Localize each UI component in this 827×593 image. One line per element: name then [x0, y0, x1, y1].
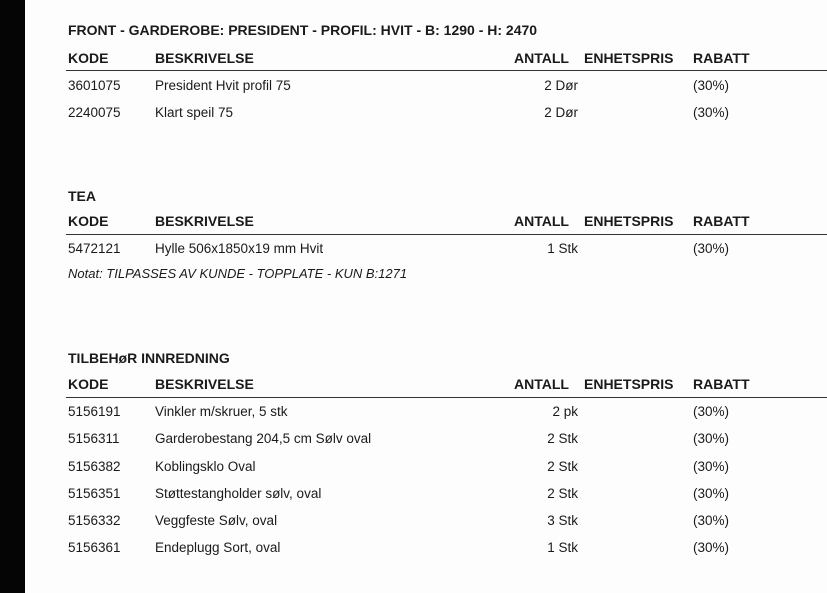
table-row [68, 513, 827, 533]
row-rabatt: (30%) [693, 486, 730, 501]
row-kode: 5156351 [68, 486, 121, 501]
col-antall: ANTALL [514, 376, 569, 392]
table-row [68, 540, 827, 560]
row-antall: 2 Dør [544, 105, 578, 120]
row-antall: 2 Dør [544, 78, 578, 93]
row-kode: 5156191 [68, 404, 121, 419]
header-rule [66, 397, 827, 398]
col-beskrivelse: BESKRIVELSE [155, 50, 254, 66]
row-antall: 2 Stk [547, 486, 578, 501]
row-kode: 5156332 [68, 513, 121, 528]
row-rabatt: (30%) [693, 78, 730, 93]
row-beskrivelse: Klart speil 75 [155, 105, 234, 120]
section-title: TEA [68, 188, 96, 204]
col-rabatt: RABATT [693, 376, 750, 392]
row-rabatt: (30%) [693, 431, 730, 446]
row-kode: 3601075 [68, 78, 121, 93]
row-antall: 1 Stk [547, 540, 578, 555]
row-rabatt: (30%) [693, 404, 730, 419]
col-enhetspris: ENHETSPRIS [584, 213, 674, 229]
row-beskrivelse: Koblingsklo Oval [155, 459, 256, 474]
column-header-row [68, 376, 827, 396]
col-enhetspris: ENHETSPRIS [584, 376, 674, 392]
row-antall: 2 Stk [547, 431, 578, 446]
row-antall: 2 Stk [547, 459, 578, 474]
column-header-row [68, 50, 827, 70]
row-antall: 1 Stk [547, 241, 578, 256]
table-row [68, 486, 827, 506]
table-row [68, 105, 827, 125]
col-antall: ANTALL [514, 213, 569, 229]
row-beskrivelse: President Hvit profil 75 [155, 78, 291, 93]
row-beskrivelse: Veggfeste Sølv, oval [155, 513, 278, 528]
col-antall: ANTALL [514, 50, 569, 66]
row-rabatt: (30%) [693, 105, 730, 120]
col-rabatt: RABATT [693, 50, 750, 66]
row-kode: 5156361 [68, 540, 121, 555]
section-title: TILBEHøR INNREDNING [68, 350, 230, 366]
table-row [68, 431, 827, 451]
col-beskrivelse: BESKRIVELSE [155, 213, 254, 229]
row-antall: 3 Stk [547, 513, 578, 528]
scan-border [0, 0, 25, 593]
row-rabatt: (30%) [693, 513, 730, 528]
col-kode: KODE [68, 50, 109, 66]
row-kode: 5156311 [68, 431, 120, 446]
row-rabatt: (30%) [693, 540, 730, 555]
col-beskrivelse: BESKRIVELSE [155, 376, 254, 392]
row-kode: 5156382 [68, 459, 121, 474]
header-rule [66, 70, 827, 71]
col-rabatt: RABATT [693, 213, 750, 229]
col-enhetspris: ENHETSPRIS [584, 50, 674, 66]
column-header-row [68, 213, 827, 233]
col-kode: KODE [68, 376, 109, 392]
row-beskrivelse: Garderobestang 204,5 cm Sølv oval [155, 431, 372, 446]
row-rabatt: (30%) [693, 241, 730, 256]
table-row [68, 241, 827, 261]
row-rabatt: (30%) [693, 459, 730, 474]
row-beskrivelse: Vinkler m/skruer, 5 stk [155, 404, 288, 419]
row-kode: 5472121 [68, 241, 121, 256]
table-row [68, 78, 827, 98]
table-row [68, 404, 827, 424]
row-antall: 2 pk [552, 404, 578, 419]
row-kode: 2240075 [68, 105, 121, 120]
section-title: FRONT - GARDEROBE: PRESIDENT - PROFIL: HVIT - B: 1290 - H: 2470 [68, 22, 538, 38]
col-kode: KODE [68, 213, 109, 229]
note-text: Notat: TILPASSES AV KUNDE - TOPPLATE - KUN B:1271 [68, 266, 408, 281]
row-beskrivelse: Endeplugg Sort, oval [155, 540, 281, 555]
table-row [68, 459, 827, 479]
header-rule [66, 234, 827, 235]
row-beskrivelse: Støttestangholder sølv, oval [155, 486, 322, 501]
row-beskrivelse: Hylle 506x1850x19 mm Hvit [155, 241, 324, 256]
